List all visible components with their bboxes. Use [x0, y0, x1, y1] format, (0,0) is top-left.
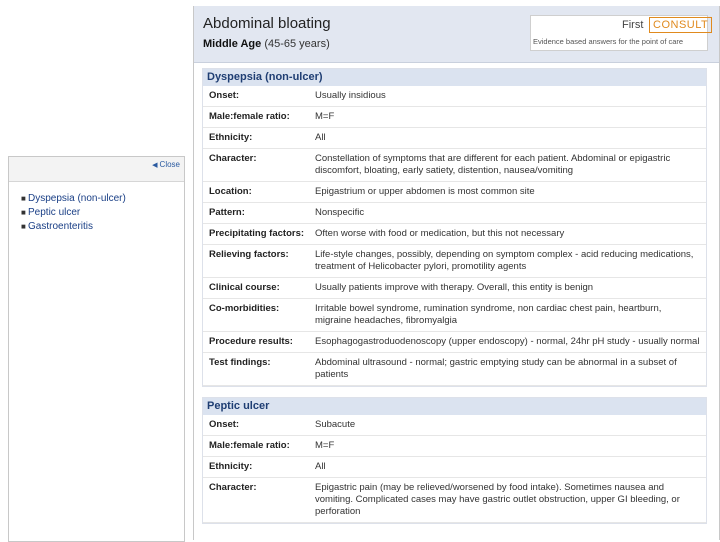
table-row	[203, 245, 706, 278]
row-label: Location:	[209, 186, 252, 197]
table-row	[203, 149, 706, 182]
row-label: Procedure results:	[209, 336, 293, 347]
table-row	[203, 332, 706, 353]
row-value: Constellation of symptoms that are different for each patient. Abdominal or epigastric discomfort, bloating, early satiety, distention, nausea/vomiting	[315, 153, 671, 176]
firstconsult-logo	[530, 15, 708, 51]
table-row	[203, 415, 706, 436]
age-group-label: Middle Age	[203, 38, 262, 50]
row-value: Usually patients improve with therapy. Overall, this entity is benign	[315, 282, 594, 293]
row-value: Esophagogastroduodenoscopy (upper endoscopy) - normal, 24hr pH study - usually normal	[315, 336, 700, 347]
logo-first-text: First	[622, 19, 644, 31]
row-value: Subacute	[315, 419, 356, 430]
bullet-icon: ■	[21, 222, 26, 231]
logo-tagline: Evidence based answers for the point of care	[533, 37, 684, 46]
nav-toolbar	[9, 157, 184, 182]
row-value: Epigastric pain (may be relieved/worsened by food intake). Sometimes nausea and vomiting. Complicated cases may have gastric outlet obstruction, upper GI bleeding, or perforation	[315, 482, 680, 517]
row-value: Abdominal ultrasound - normal; gastric emptying study can be abnormal in a subset of patients	[315, 357, 677, 380]
nav-item-gastroenteritis	[21, 220, 184, 234]
table-row	[203, 278, 706, 299]
row-label: Male:female ratio:	[209, 440, 290, 451]
table-row	[203, 436, 706, 457]
row-label: Male:female ratio:	[209, 111, 290, 122]
nav-link-peptic-ulcer[interactable]: Peptic ulcer	[28, 207, 81, 218]
table-row	[203, 128, 706, 149]
section-peptic-ulcer	[202, 397, 707, 524]
age-range: (45-65 years)	[261, 38, 330, 50]
row-value: M=F	[315, 111, 335, 122]
row-label: Clinical course:	[209, 282, 280, 293]
nav-link-dyspepsia[interactable]: Dyspepsia (non-ulcer)	[28, 193, 126, 204]
row-label: Precipitating factors:	[209, 228, 305, 239]
table-row	[203, 457, 706, 478]
section-title: Peptic ulcer	[203, 398, 706, 415]
row-value: M=F	[315, 440, 335, 451]
row-label: Onset:	[209, 90, 240, 101]
row-value: Epigastrium or upper abdomen is most common site	[315, 186, 535, 197]
row-value: Life-style changes, possibly, depending on symptom complex - acid reducing medications, treatment of Helicobacter pylori, promotility agents	[315, 249, 694, 272]
nav-link-gastroenteritis[interactable]: Gastroenteritis	[28, 221, 94, 232]
nav-item-peptic-ulcer	[21, 206, 184, 220]
row-label: Co-morbidities:	[209, 303, 280, 314]
differential-list	[9, 182, 184, 234]
row-value: All	[315, 132, 326, 143]
row-label: Character:	[209, 482, 257, 493]
row-value: Nonspecific	[315, 207, 365, 218]
row-value: Usually insidious	[315, 90, 386, 101]
table-row	[203, 224, 706, 245]
row-label: Pattern:	[209, 207, 245, 218]
bullet-icon: ■	[21, 208, 26, 217]
page-title: Abdominal bloating	[203, 15, 331, 32]
row-value: Irritable bowel syndrome, rumination syndrome, non cardiac chest pain, heartburn, migraine headaches, fibromyalgia	[315, 303, 662, 326]
logo-consult-text: CONSULT	[649, 17, 712, 33]
table-row	[203, 353, 706, 386]
page-header	[194, 6, 719, 63]
table-row	[203, 478, 706, 523]
table-row	[203, 203, 706, 224]
section-dyspepsia	[202, 68, 707, 387]
row-label: Ethnicity:	[209, 132, 253, 143]
row-label: Relieving factors:	[209, 249, 289, 260]
section-title: Dyspepsia (non-ulcer)	[203, 69, 706, 86]
bullet-icon: ■	[21, 194, 26, 203]
row-value: Often worse with food or medication, but this not necessary	[315, 228, 565, 239]
table-row	[203, 86, 706, 107]
row-value: All	[315, 461, 326, 472]
close-label: Close	[159, 160, 180, 169]
page-subtitle	[203, 38, 330, 50]
left-nav-panel	[8, 156, 185, 542]
close-nav-button[interactable]	[152, 160, 180, 169]
table-row	[203, 182, 706, 203]
row-label: Character:	[209, 153, 257, 164]
table-row	[203, 107, 706, 128]
main-panel	[193, 6, 720, 540]
row-label: Onset:	[209, 419, 240, 430]
nav-item-dyspepsia	[21, 192, 184, 206]
row-label: Ethnicity:	[209, 461, 253, 472]
left-arrow-icon: ◀	[152, 162, 158, 169]
row-label: Test findings:	[209, 357, 271, 368]
content-area	[202, 68, 707, 534]
table-row	[203, 299, 706, 332]
